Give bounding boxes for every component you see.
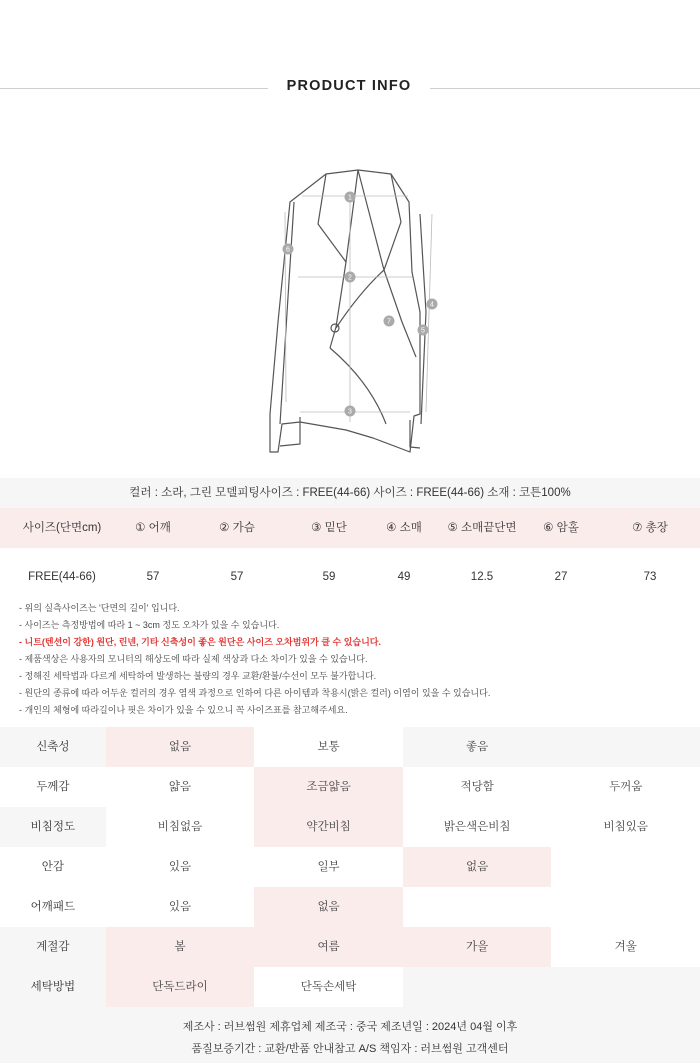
attr-label: 어깨패드 <box>30 901 76 913</box>
svg-text:1: 1 <box>348 194 352 202</box>
size-table-header <box>0 508 700 548</box>
notes-list <box>19 600 689 719</box>
attribute-table <box>0 727 700 1007</box>
attr-option: 보통 <box>254 727 403 767</box>
attr-row-washing <box>0 967 700 1007</box>
marker-5 <box>418 325 429 336</box>
manufacturer-info <box>0 1007 700 1063</box>
attr-option: 단독손세탁 <box>254 967 403 1007</box>
attr-row-stretch <box>0 727 700 767</box>
attr-option: 있음 <box>168 861 192 873</box>
attr-label: 비침정도 <box>30 821 76 833</box>
attr-option: 얇음 <box>168 781 192 793</box>
footer-line: 제조사 : 러브썸원 제휴업체 제조국 : 중국 제조년일 : 2024년 04월 이후 <box>182 1021 518 1033</box>
marker-6 <box>283 244 294 255</box>
attr-option: 좋음 <box>403 727 552 767</box>
attr-option: 비침없음 <box>106 807 255 847</box>
divider <box>0 88 268 89</box>
attr-option <box>551 727 700 767</box>
attr-option <box>551 847 700 887</box>
attr-row-sheerness <box>0 807 700 847</box>
footer-line: 품질보증기간 : 교환/반품 안내참고 A/S 책임자 : 러브썸원 고객센터 <box>191 1043 509 1055</box>
attr-option: 없음 <box>106 727 255 767</box>
attr-option <box>551 887 700 927</box>
size-cell: 57 <box>146 571 160 583</box>
attr-option: 두꺼움 <box>609 781 643 793</box>
attr-option: 없음 <box>403 847 552 887</box>
note-item: - 제품색상은 사용자의 모니터의 해상도에 따라 실제 색상과 다소 차이가 있을 수 있습니다. <box>19 654 368 664</box>
svg-text:5: 5 <box>421 327 425 335</box>
note-item: - 정해진 세탁법과 다르게 세탁하여 발생하는 불량의 경우 교환/환불/수선이 모두 불가합니다. <box>19 671 377 681</box>
size-header-cell: ⑥ 암홀 <box>543 522 579 534</box>
attr-option <box>403 887 552 927</box>
size-cell: 27 <box>554 571 568 583</box>
attr-option: 일부 <box>317 861 340 873</box>
size-header-cell: ④ 소매 <box>386 522 422 534</box>
size-cell: 49 <box>397 571 411 583</box>
size-cell: 73 <box>643 571 657 583</box>
attr-option: 밝은색은비침 <box>403 807 552 847</box>
attr-option: 있음 <box>168 901 192 913</box>
attr-option: 겨울 <box>551 927 700 967</box>
attr-row-lining <box>0 847 700 887</box>
attr-option: 조금얇음 <box>254 767 403 807</box>
size-table <box>0 508 700 606</box>
size-header-cell: 사이즈(단면cm) <box>22 522 102 534</box>
size-cell: 57 <box>230 571 244 583</box>
attr-option: 단독드라이 <box>106 967 255 1007</box>
attr-label: 안감 <box>41 861 64 873</box>
attr-option: 적당함 <box>460 781 494 793</box>
table-row <box>0 548 700 606</box>
attr-option: 없음 <box>254 887 403 927</box>
note-item: - 개인의 체형에 따라길이나 핏은 차이가 있을 수 있으니 꼭 사이즈표를 참고해주세요. <box>19 705 348 715</box>
svg-text:2: 2 <box>348 274 352 282</box>
attr-row-thickness <box>0 767 700 807</box>
attr-option <box>403 967 552 1007</box>
size-cell: FREE(44-66) <box>28 571 96 583</box>
attr-option: 봄 <box>106 927 255 967</box>
attr-option <box>551 967 700 1007</box>
size-header-cell: ③ 밑단 <box>311 522 347 534</box>
size-cell: 59 <box>322 571 336 583</box>
attr-label: 계절감 <box>36 941 70 953</box>
attr-label: 두께감 <box>36 781 70 793</box>
note-item-warning: - 니트(텐션이 강한) 원단, 린넨, 기타 신축성이 좋은 원단은 사이즈 오차범위가 클 수 있습니다. <box>19 637 381 647</box>
jacket-diagram <box>260 162 460 454</box>
note-item: - 위의 실측사이즈는 '단면의 길이' 입니다. <box>19 603 180 613</box>
note-item: - 원단의 종류에 따라 어두운 컬러의 경우 염색 과정으로 인하여 다른 아이템과 착용시(밝은 컬러) 이염이 있을 수 있습니다. <box>19 688 491 698</box>
marker-1 <box>345 192 356 203</box>
marker-2 <box>345 272 356 283</box>
page-title: PRODUCT INFO <box>286 78 412 94</box>
svg-text:4: 4 <box>430 301 434 309</box>
marker-3 <box>345 406 356 417</box>
size-header-cell: ⑤ 소매끝단면 <box>447 522 517 534</box>
attr-label: 세탁방법 <box>30 981 76 993</box>
size-header-cell: ⑦ 총장 <box>632 522 668 534</box>
attr-option: 비침있음 <box>551 807 700 847</box>
divider <box>430 88 700 89</box>
marker-4 <box>427 299 438 310</box>
size-cell: 12.5 <box>470 571 494 583</box>
attr-row-season <box>0 927 700 967</box>
attr-option: 약간비침 <box>254 807 403 847</box>
attr-row-shoulder-pad <box>0 887 700 927</box>
svg-text:6: 6 <box>286 246 290 254</box>
note-item: - 사이즈는 측정방법에 따라 1 ~ 3cm 정도 오차가 있을 수 있습니다. <box>19 620 280 630</box>
attr-label: 신축성 <box>36 741 70 753</box>
product-info-line: 컬러 : 소라, 그린 모델피팅사이즈 : FREE(44-66) 사이즈 : FREE(44-66) 소재 : 코튼100% <box>0 478 700 508</box>
size-header-cell: ② 가슴 <box>219 522 255 534</box>
attr-option: 여름 <box>254 927 403 967</box>
section-header <box>0 78 700 98</box>
svg-text:3: 3 <box>348 408 352 416</box>
svg-text:7: 7 <box>387 318 391 326</box>
size-header-cell: ① 어깨 <box>135 522 171 534</box>
marker-7 <box>384 316 395 327</box>
attr-option: 가을 <box>403 927 552 967</box>
